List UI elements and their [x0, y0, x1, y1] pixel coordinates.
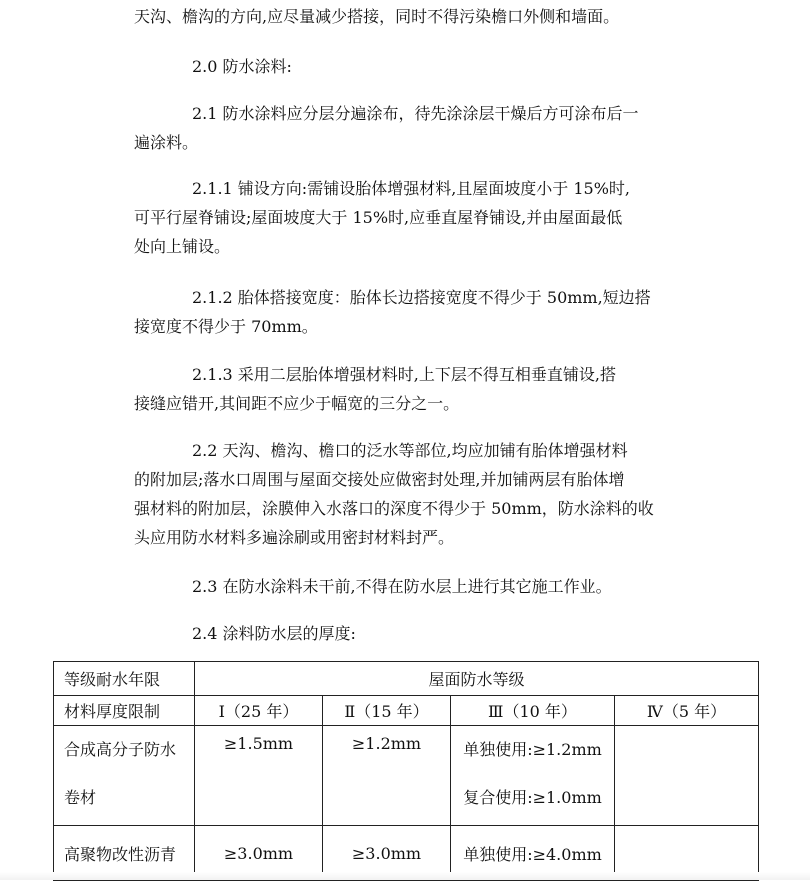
text-line: 接宽度不得少于 70mm。	[134, 317, 318, 336]
text-line: 强材料的附加层，涂膜伸入水落口的深度不得少于 50mm，防水涂料的收	[134, 499, 654, 518]
section-2-4-heading	[134, 619, 682, 648]
grade-3-value: 复合使用:≥1.0mm	[463, 788, 602, 807]
text-line: 2.4 涂料防水层的厚度:	[192, 624, 356, 643]
section-2-0-heading	[134, 52, 682, 81]
section-2-1-2-paragraph	[134, 283, 682, 341]
section-2-3-paragraph	[134, 572, 682, 601]
text-line: 处向上铺设。	[134, 237, 231, 256]
grade-1-value: ≥3.0mm	[195, 826, 323, 881]
text-line: 2.1.2 胎体搭接宽度：胎体长边搭接宽度不得少于 50mm,短边搭	[192, 288, 651, 307]
grade-3-value: 单独使用:≥4.0mm	[451, 826, 615, 881]
section-2-1-3-paragraph	[134, 360, 682, 418]
grade-1-header: Ⅰ（25 年）	[195, 696, 323, 726]
table-header-row	[54, 662, 759, 696]
section-2-1-1-paragraph	[134, 174, 682, 261]
text-line: 2.3 在防水涂料未干前,不得在防水层上进行其它施工作业。	[192, 577, 612, 596]
text-line: 头应用防水材料多遍涂刷或用密封材料封严。	[134, 528, 455, 547]
section-2-1-paragraph	[134, 99, 682, 157]
grade-4-value	[615, 726, 759, 826]
material-label: 合成高分子防水	[64, 740, 177, 759]
text-line: 2.2 天沟、檐沟、檐口的泛水等部位,均应加铺有胎体增强材料	[192, 441, 628, 460]
section-2-2-paragraph	[134, 436, 682, 552]
header-thickness-label: 材料厚度限制	[54, 696, 195, 726]
table-row	[54, 726, 759, 826]
grade-4-header: Ⅳ（5 年）	[615, 696, 759, 726]
material-label-cell	[54, 726, 195, 826]
text-line: 2.1.1 铺设方向:需铺设胎体增强材料,且屋面坡度小于 15%时,	[192, 179, 631, 198]
text-line: 天沟、檐沟的方向,应尽量减少搭接，同时不得污染檐口外侧和墙面。	[134, 7, 620, 26]
grade-3-header: Ⅲ（10 年）	[451, 696, 615, 726]
text-line: 接缝应错开,其间距不应少于幅宽的三分之一。	[134, 394, 460, 413]
material-label: 高聚物改性沥青	[54, 826, 195, 881]
text-line: 的附加层;落水口周围与屋面交接处应做密封处理,并加铺两层有胎体增	[134, 470, 625, 489]
grade-1-value: ≥1.5mm	[195, 726, 323, 826]
header-years-label: 等级耐水年限	[54, 662, 195, 696]
material-label: 卷材	[64, 788, 97, 807]
grade-2-value: ≥3.0mm	[323, 826, 451, 881]
text-line: 遍涂料。	[134, 133, 199, 152]
grade-2-value: ≥1.2mm	[323, 726, 451, 826]
grade-3-value: 单独使用:≥1.2mm	[463, 740, 602, 759]
text-line: 2.1 防水涂料应分层分遍涂布，待先涂涂层干燥后方可涂布后一	[192, 104, 639, 123]
text-line: 2.1.3 采用二层胎体增强材料时,上下层不得互相垂直铺设,搭	[192, 365, 616, 384]
grade-3-value-cell	[451, 726, 615, 826]
page-bottom-edge	[0, 872, 810, 880]
table-grade-row	[54, 696, 759, 726]
text-line: 可平行屋脊铺设;屋面坡度大于 15%时,应垂直屋脊铺设,并由屋面最低	[134, 208, 623, 227]
coating-thickness-table	[53, 661, 759, 881]
header-roof-grade: 屋面防水等级	[195, 662, 759, 696]
grade-2-header: Ⅱ（15 年）	[323, 696, 451, 726]
text-line: 2.0 防水涂料:	[192, 57, 292, 76]
paragraph-intro-continuation	[134, 2, 682, 31]
